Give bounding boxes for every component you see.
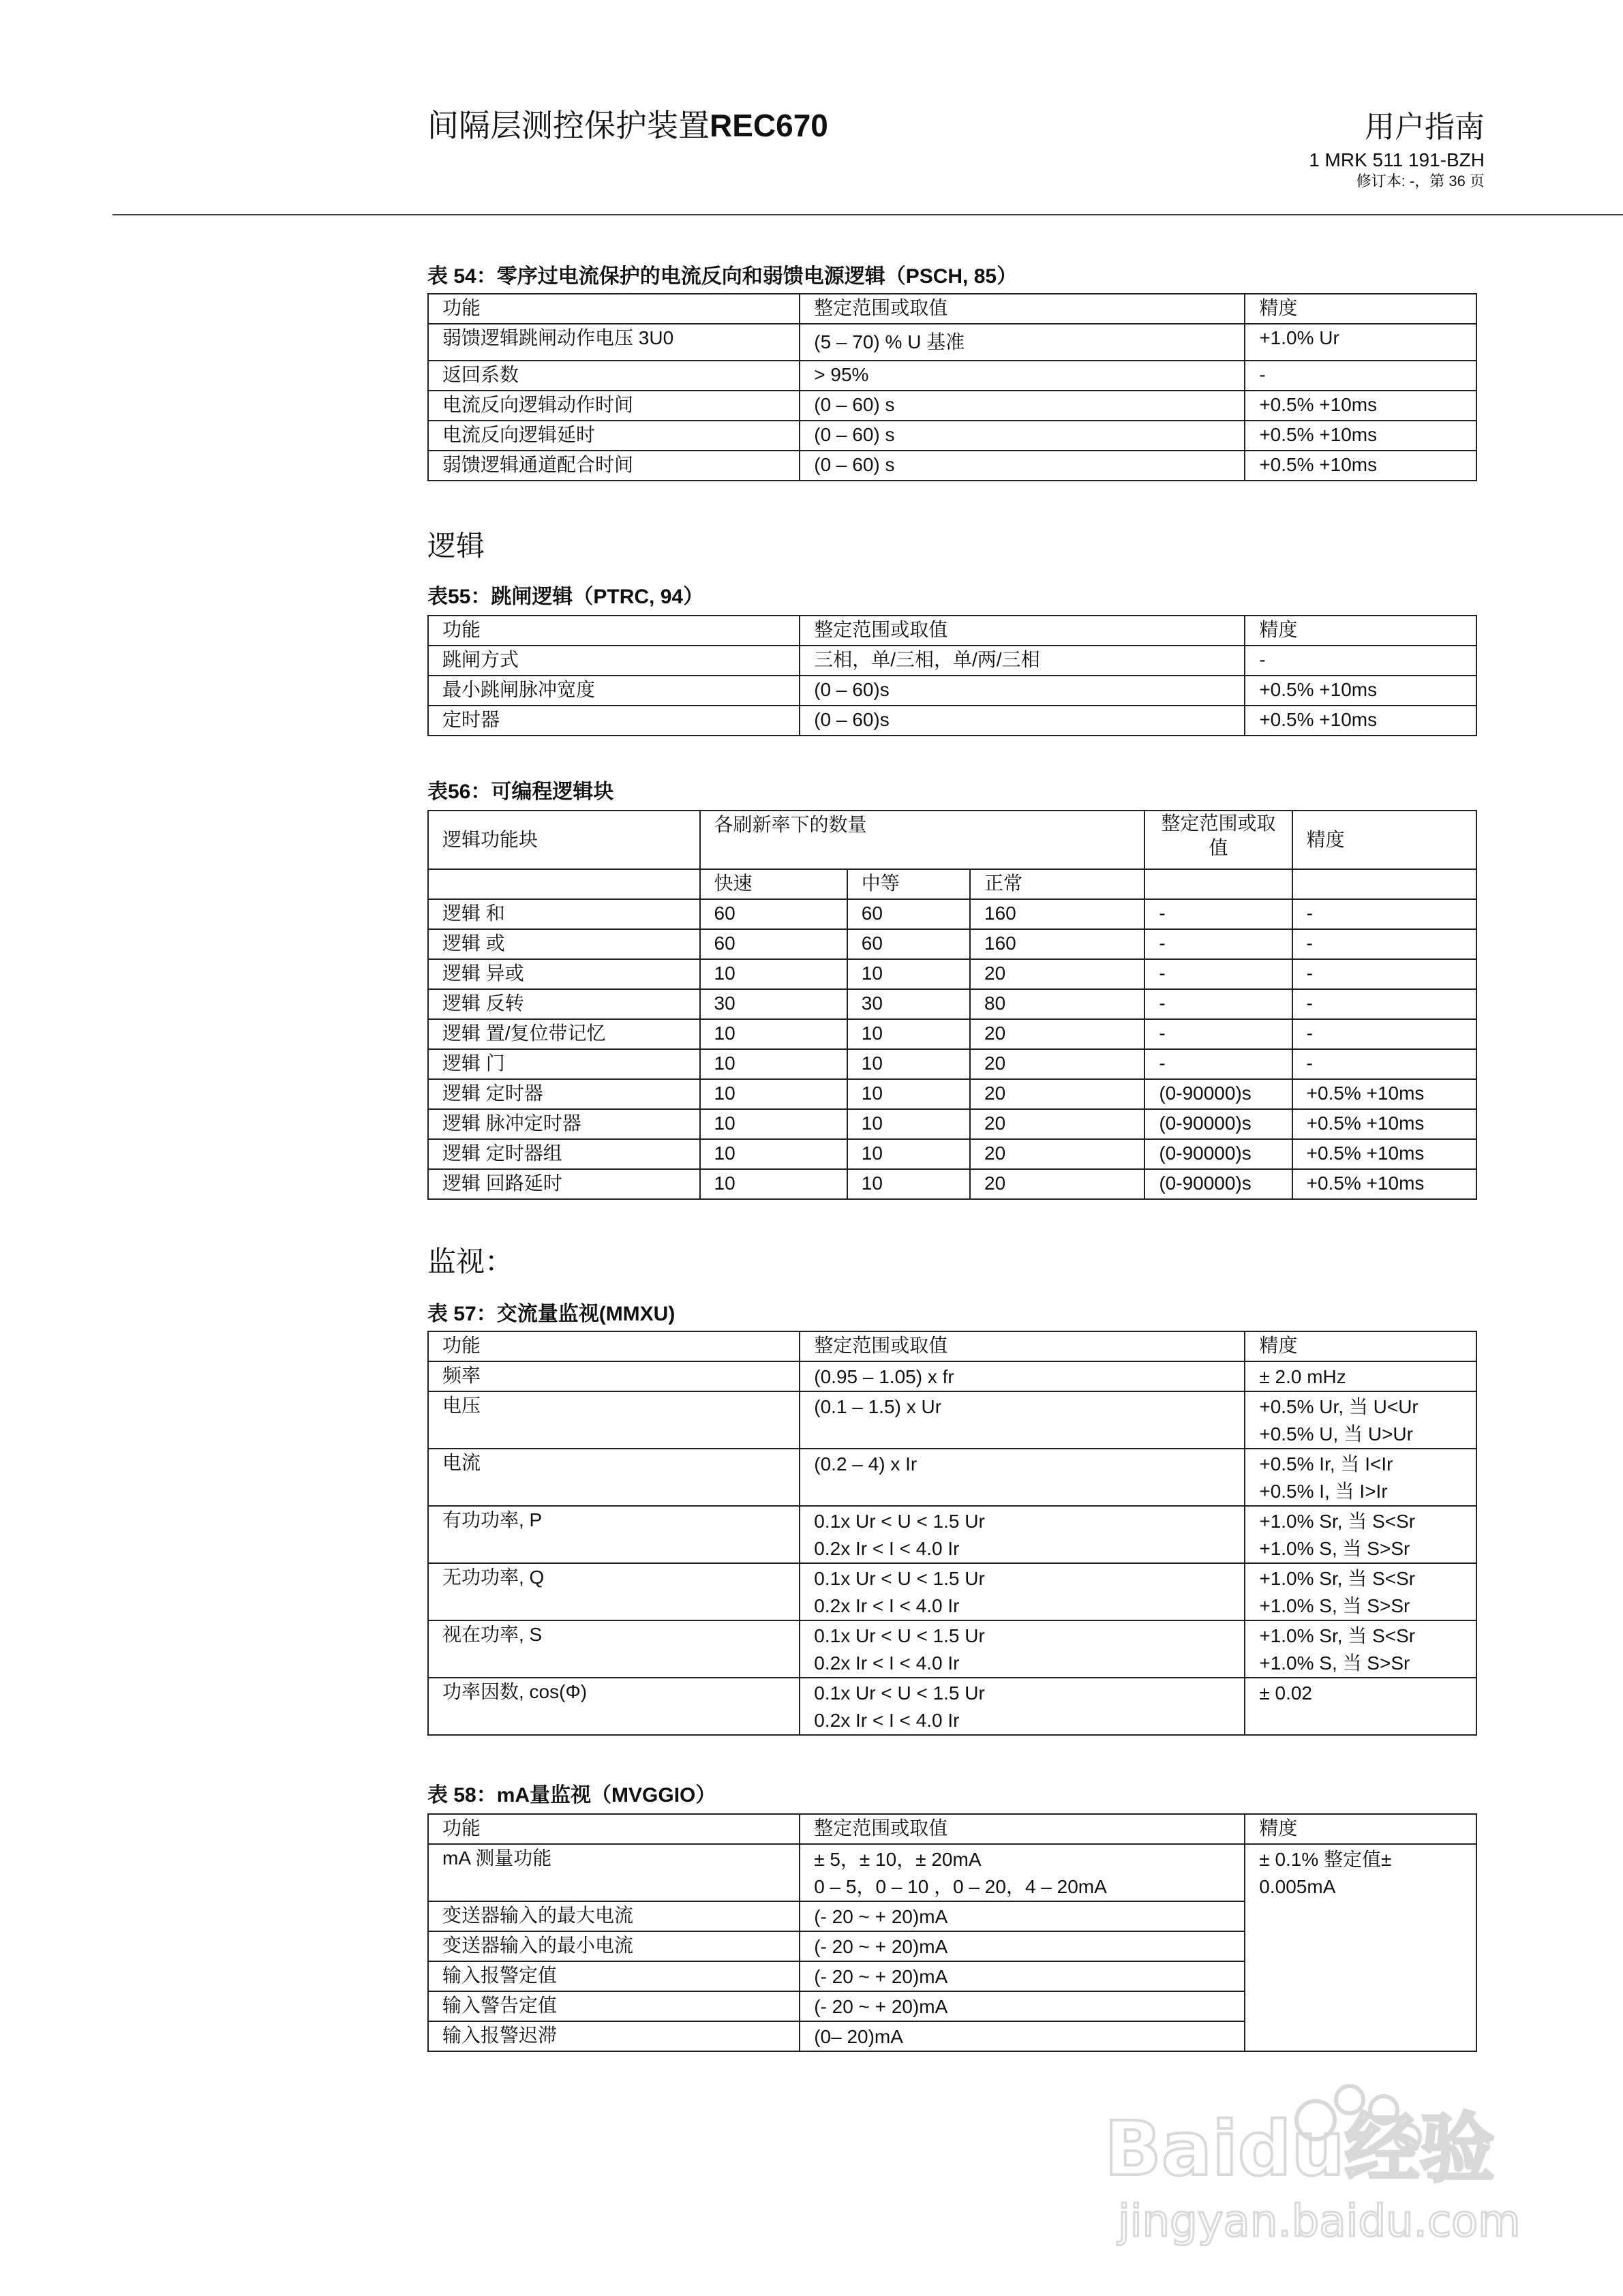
cell-line: 0.2x Ir < I < 4.0 Ir [814,1652,960,1674]
cell-line: (- 20 ~ + 20)mA [814,1966,948,1987]
col-header: 精度 [1245,1331,1476,1361]
cell: - [1144,929,1292,959]
cell: 10 [847,1019,970,1049]
table-row [428,646,1476,676]
cell: 返回系数 [428,361,800,391]
watermark-logo: Baidu经验 [1104,2105,1495,2192]
cell: - [1292,1019,1476,1049]
cell [428,869,700,899]
cell: 逻辑 或 [428,929,700,959]
table56 [427,810,1477,1200]
cell-range [800,1361,1245,1391]
table57-body [428,1361,1476,1735]
cell: 10 [700,1019,847,1049]
cell-line: (0– 20)mA [814,2026,903,2047]
table56-body [428,899,1476,1199]
cell-function: 功率因数, cos(Φ) [428,1678,800,1735]
cell: 逻辑 定时器 [428,1079,700,1109]
table55 [427,615,1477,736]
cell: 电流反向逻辑动作时间 [428,391,800,421]
cell-line: (0.95 – 1.05) x fr [814,1366,954,1387]
cell-line: +0.5% U, 当 U>Ur [1259,1423,1413,1445]
cell-function: 电流 [428,1449,800,1506]
table57 [427,1331,1477,1736]
cell: 10 [847,959,970,989]
cell-line: +0.5% Ir, 当 I<Ir [1259,1453,1393,1475]
table-row [428,1391,1476,1449]
cell-line: 0.1x Ur < U < 1.5 Ur [814,1568,985,1589]
cell-function: 变送器输入的最小电流 [428,1931,800,1961]
table-row [428,1019,1476,1049]
cell: 60 [847,899,970,929]
cell: 10 [700,1169,847,1199]
cell-accuracy [1245,1506,1476,1563]
cell-function: 输入报警迟滞 [428,2021,800,2051]
cell: - [1144,899,1292,929]
col-header: 各刷新率下的数量 [700,811,1145,869]
cell: 逻辑 和 [428,899,700,929]
cell-function: 输入报警定值 [428,1961,800,1991]
table58 [427,1813,1477,2052]
cell: 20 [970,959,1144,989]
table55-caption: 表55：跳闸逻辑（PTRC, 94） [427,586,704,608]
table-subheader-row [428,869,1476,899]
table-row [428,1678,1476,1735]
table-row [428,1049,1476,1079]
cell: +0.5% +10ms [1292,1079,1476,1109]
table-row [428,1361,1476,1391]
cell: - [1144,959,1292,989]
cell-range [800,1991,1245,2021]
table-header-row [428,1331,1476,1361]
cell: 10 [847,1169,970,1199]
cell-function: 电压 [428,1391,800,1449]
cell: 10 [700,1049,847,1079]
cell-line: (0.1 – 1.5) x Ur [814,1396,942,1417]
cell-range [800,1901,1245,1931]
cell: 跳闸方式 [428,646,800,676]
cell: 10 [700,1079,847,1109]
cell: +0.5% +10ms [1245,451,1476,481]
cell: 20 [970,1139,1144,1169]
cell: 三相，单/三相，单/两/三相 [800,646,1245,676]
table-row [428,676,1476,706]
col-header: 功能 [428,1814,800,1844]
document-title: 间隔层测控保护装置REC670 [427,108,828,143]
cell-function: mA 测量功能 [428,1844,800,1901]
subheader-fast: 快速 [700,869,847,899]
table58-body [428,1844,1476,2051]
cell-function: 输入警告定值 [428,1991,800,2021]
col-header: 整定范围或取值 [800,1331,1245,1361]
col-header: 功能 [428,616,800,646]
cell: (0-90000)s [1144,1139,1292,1169]
cell-line: +1.0% Sr, 当 S<Sr [1259,1511,1416,1532]
table-row [428,1169,1476,1199]
cell: 160 [970,899,1144,929]
cell-range [800,1678,1245,1735]
cell: 160 [970,929,1144,959]
cell-line: 0.2x Ir < I < 4.0 Ir [814,1595,960,1616]
cell: - [1245,361,1476,391]
cell-range [800,1844,1245,1901]
cell-line: (- 20 ~ + 20)mA [814,1996,948,2017]
cell-function: 有功功率, P [428,1506,800,1563]
cell: +0.5% +10ms [1292,1139,1476,1169]
cell: +0.5% +10ms [1292,1169,1476,1199]
cell: (0 – 60) s [800,451,1245,481]
col-header: 整定范围或取值 [800,294,1245,324]
section-heading-monitoring: 监视： [427,1245,514,1278]
cell: 10 [700,1109,847,1139]
cell: 80 [970,989,1144,1019]
cell: 10 [847,1109,970,1139]
cell-line: 0.1x Ur < U < 1.5 Ur [814,1682,985,1704]
section-heading-logic: 逻辑 [427,529,485,562]
table54 [427,293,1477,481]
guide-label: 用户指南 [1365,110,1485,144]
table-row [428,421,1476,451]
cell-accuracy [1245,1563,1476,1620]
col-header: 精度 [1292,811,1476,869]
cell: +0.5% +10ms [1245,706,1476,736]
table-row [428,451,1476,481]
cell: 逻辑 脉冲定时器 [428,1109,700,1139]
col-header: 整定范围或取值 [800,616,1245,646]
cell: 60 [700,899,847,929]
header-divider [112,214,1623,215]
cell-accuracy [1245,1620,1476,1678]
table-row [428,1079,1476,1109]
cell-accuracy [1245,1361,1476,1391]
cell: - [1292,959,1476,989]
cell-line: +1.0% Sr, 当 S<Sr [1259,1625,1416,1646]
cell: 30 [700,989,847,1019]
table-row [428,1620,1476,1678]
table-row [428,989,1476,1019]
table56-caption: 表56：可编程逻辑块 [427,781,614,803]
cell-range [800,1449,1245,1506]
table57-caption: 表 57：交流量监视(MMXU) [427,1303,676,1325]
cell: 20 [970,1019,1144,1049]
cell-line: 0.1x Ur < U < 1.5 Ur [814,1511,985,1532]
cell: 弱馈逻辑跳闸动作电压 3U0 [428,324,800,361]
cell: 60 [847,929,970,959]
subheader-normal: 正常 [970,869,1144,899]
cell: - [1292,989,1476,1019]
cell-range [800,1931,1245,1961]
table-row [428,899,1476,929]
cell: - [1292,1049,1476,1079]
cell: (0 – 60)s [800,706,1245,736]
cell: 10 [700,959,847,989]
table-row [428,1139,1476,1169]
cell-line: +0.5% I, 当 I>Ir [1259,1481,1388,1502]
cell: (0 – 60) s [800,391,1245,421]
cell: 最小跳闸脉冲宽度 [428,676,800,706]
cell: (0-90000)s [1144,1169,1292,1199]
cell-line: ± 0.02 [1259,1682,1312,1704]
cell: 电流反向逻辑延时 [428,421,800,451]
cell: +1.0% Ur [1245,324,1476,361]
cell-function: 变送器输入的最大电流 [428,1901,800,1931]
table-row [428,324,1476,361]
cell-line: +1.0% S, 当 S>Sr [1259,1595,1410,1616]
table-row [428,1563,1476,1620]
table58-caption: 表 58：mA量监视（MVGGIO） [427,1784,716,1807]
table-row [428,959,1476,989]
header-right [1309,109,1485,191]
cell-line: ± 2.0 mHz [1259,1366,1346,1387]
cell-line: +1.0% S, 当 S>Sr [1259,1652,1410,1674]
doc-number: 1 MRK 511 191-BZH [1309,149,1485,170]
cell: 20 [970,1109,1144,1139]
cell: - [1144,989,1292,1019]
cell: - [1292,929,1476,959]
cell: - [1144,1019,1292,1049]
cell: 20 [970,1049,1144,1079]
cell-line: 0 – 5，0 – 10 ，0 – 20，4 – 20mA [814,1876,1107,1897]
subheader-medium: 中等 [847,869,970,899]
cell-line: 0.2x Ir < I < 4.0 Ir [814,1710,960,1731]
cell-range [800,1563,1245,1620]
cell: (0 – 60) s [800,421,1245,451]
cell-accuracy [1245,1678,1476,1735]
cell: 10 [847,1079,970,1109]
table-row [428,391,1476,421]
cell-range [800,1391,1245,1449]
cell-line: (- 20 ~ + 20)mA [814,1936,948,1957]
cell-line: 0.1x Ur < U < 1.5 Ur [814,1625,985,1646]
cell-range [800,1506,1245,1563]
cell-line: +1.0% S, 当 S>Sr [1259,1538,1410,1559]
col-header: 整定范围或取值 [1144,811,1292,869]
cell-range [800,1961,1245,1991]
cell: (0 – 60)s [800,676,1245,706]
cell-accuracy: ± 0.1% 整定值± 0.005mA [1245,1844,1476,2051]
cell: 20 [970,1169,1144,1199]
cell-function: 无功功率, Q [428,1563,800,1620]
table-row [428,1844,1476,1901]
cell: +0.5% +10ms [1292,1109,1476,1139]
table-row [428,1109,1476,1139]
cell: 10 [847,1139,970,1169]
cell-range [800,1620,1245,1678]
col-header: 精度 [1245,294,1476,324]
col-header: 功能 [428,1331,800,1361]
table-row [428,1506,1476,1563]
cell: (0-90000)s [1144,1109,1292,1139]
cell-line: (0.2 – 4) x Ir [814,1453,917,1475]
cell: 逻辑 门 [428,1049,700,1079]
cell: 10 [700,1139,847,1169]
cell: 逻辑 置/复位带记忆 [428,1019,700,1049]
col-header: 整定范围或取值 [800,1814,1245,1844]
cell: (0-90000)s [1144,1079,1292,1109]
table-header-row [428,1814,1476,1844]
table-header-row [428,616,1476,646]
cell: - [1144,1049,1292,1079]
cell [1144,869,1292,899]
cell-line: +1.0% Sr, 当 S<Sr [1259,1568,1416,1589]
baidu-jingyan-watermark [1091,2072,1568,2250]
cell-line: +0.5% Ur, 当 U<Ur [1259,1396,1419,1417]
table-header-row [428,811,1476,869]
cell: > 95% [800,361,1245,391]
col-header: 精度 [1245,1814,1476,1844]
cell [1292,869,1476,899]
cell: 60 [700,929,847,959]
cell-accuracy [1245,1449,1476,1506]
revision-page: 修订本: -，第 36 页 [1356,172,1485,190]
cell: 逻辑 异或 [428,959,700,989]
table-row [428,1449,1476,1506]
col-header: 逻辑功能块 [428,811,700,869]
col-header: 精度 [1245,616,1476,646]
cell: 20 [970,1079,1144,1109]
col-header: 功能 [428,294,800,324]
cell: +0.5% +10ms [1245,421,1476,451]
table-row [428,361,1476,391]
cell-accuracy [1245,1391,1476,1449]
cell: - [1245,646,1476,676]
cell-line: 0.2x Ir < I < 4.0 Ir [814,1538,960,1559]
cell-function: 视在功率, S [428,1620,800,1678]
cell: 30 [847,989,970,1019]
watermark-url: jingyan.baidu.com [1118,2196,1521,2247]
cell-range [800,2021,1245,2051]
cell: 逻辑 定时器组 [428,1139,700,1169]
cell: 定时器 [428,706,800,736]
cell-line: ± 5，± 10，± 20mA [814,1849,982,1870]
table54-caption: 表 54：零序过电流保护的电流反向和弱馈电源逻辑（PSCH, 85） [427,265,1018,288]
cell: - [1292,899,1476,929]
cell: 逻辑 反转 [428,989,700,1019]
cell: 弱馈逻辑通道配合时间 [428,451,800,481]
table-header-row [428,294,1476,324]
table-row [428,929,1476,959]
cell: +0.5% +10ms [1245,391,1476,421]
cell: 10 [847,1049,970,1079]
cell: (5 – 70) % U 基准 [800,324,1245,361]
table-row [428,706,1476,736]
cell-line: (- 20 ~ + 20)mA [814,1906,948,1927]
cell: +0.5% +10ms [1245,676,1476,706]
cell: 逻辑 回路延时 [428,1169,700,1199]
cell-function: 频率 [428,1361,800,1391]
